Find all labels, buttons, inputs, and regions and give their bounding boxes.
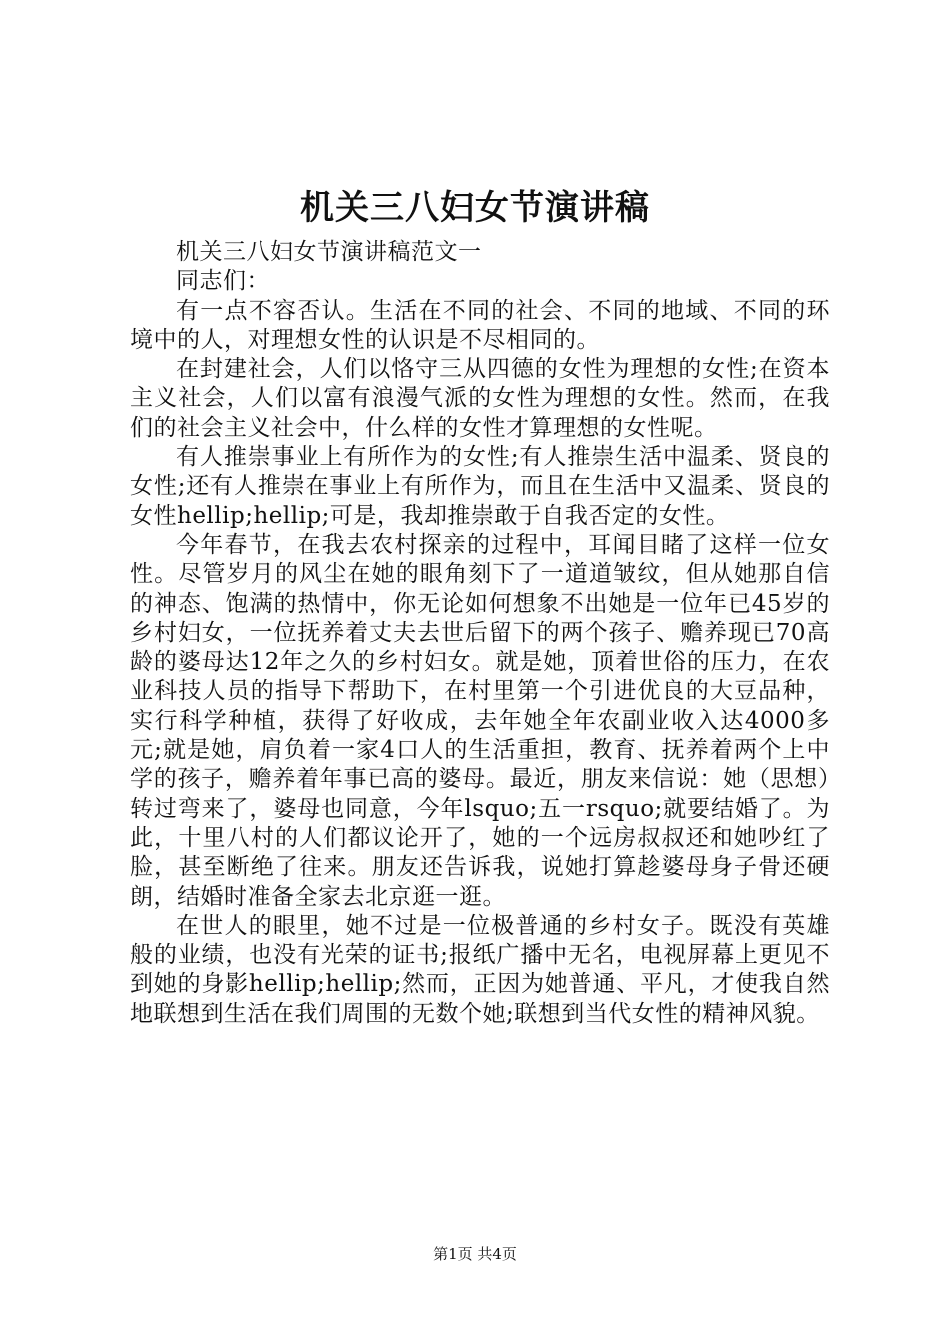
document-body <box>130 238 830 1029</box>
paragraph: 有一点不容否认。生活在不同的社会、不同的地域、不同的环境中的人，对理想女性的认识是不尽相同的。 <box>130 297 830 353</box>
document-title: 机关三八妇女节演讲稿 <box>300 188 650 228</box>
paragraph-subtitle: 机关三八妇女节演讲稿范文一 <box>176 239 482 265</box>
paragraph: 有人推崇事业上有所作为的女性;有人推崇生活中温柔、贤良的女性;还有人推崇在事业上有所作为，而且在生活中又温柔、贤良的女性hellip;hellip;可是，我却推崇敢于自我否定的女性。 <box>130 444 830 529</box>
paragraph: 在封建社会，人们以恪守三从四德的女性为理想的女性;在资本主义社会，人们以富有浪漫气派的女性为理想的女性。然而，在我们的社会主义社会中，什么样的女性才算理想的女性呢。 <box>130 356 830 441</box>
paragraph: 在世人的眼里，她不过是一位极普通的乡村女子。既没有英雄般的业绩，也没有光荣的证书;报纸广播中无名，电视屏幕上更见不到她的身影hellip;hellip;然而，正因为她普通、平凡，才使我自然地联想到生活在我们周围的无数个她;联想到当代女性的精神风貌。 <box>130 912 830 1027</box>
paragraph: 今年春节，在我去农村探亲的过程中，耳闻目睹了这样一位女性。尽管岁月的风尘在她的眼角刻下了一道道皱纹，但从她那自信的神态、饱满的热情中，你无论如何想象不出她是一位年已45岁的乡村妇女，一位抚养着丈夫去世后留下的两个孩子、赡养现已70高龄的婆母达12年之久的乡村妇女。就是她，顶着世俗的压力，在农业科技人员的指导下帮助下，在村里第一个引进优良的大豆品种，实行科学种植，获得了好收成，去年她全年农副业收入达4000多元;就是她，肩负着一家4口人的生活重担，教育、抚养着两个上中学的孩子，赡养着年事已高的婆母。最近，朋友来信说：她（思想）转过弯来了，婆母也同意，今年lsquo;五一rsquo;就要结婚了。为此，十里八村的人们都议论开了，她的一个远房叔叔还和她吵红了脸，甚至断绝了往来。朋友还告诉我，说她打算趁婆母身子骨还硬朗，结婚时准备全家去北京逛一逛。 <box>130 531 830 910</box>
paragraph-salutation: 同志们： <box>176 268 270 295</box>
page-indicator: 第1页 共4页 <box>433 1245 517 1263</box>
page-footer <box>0 1244 950 1264</box>
